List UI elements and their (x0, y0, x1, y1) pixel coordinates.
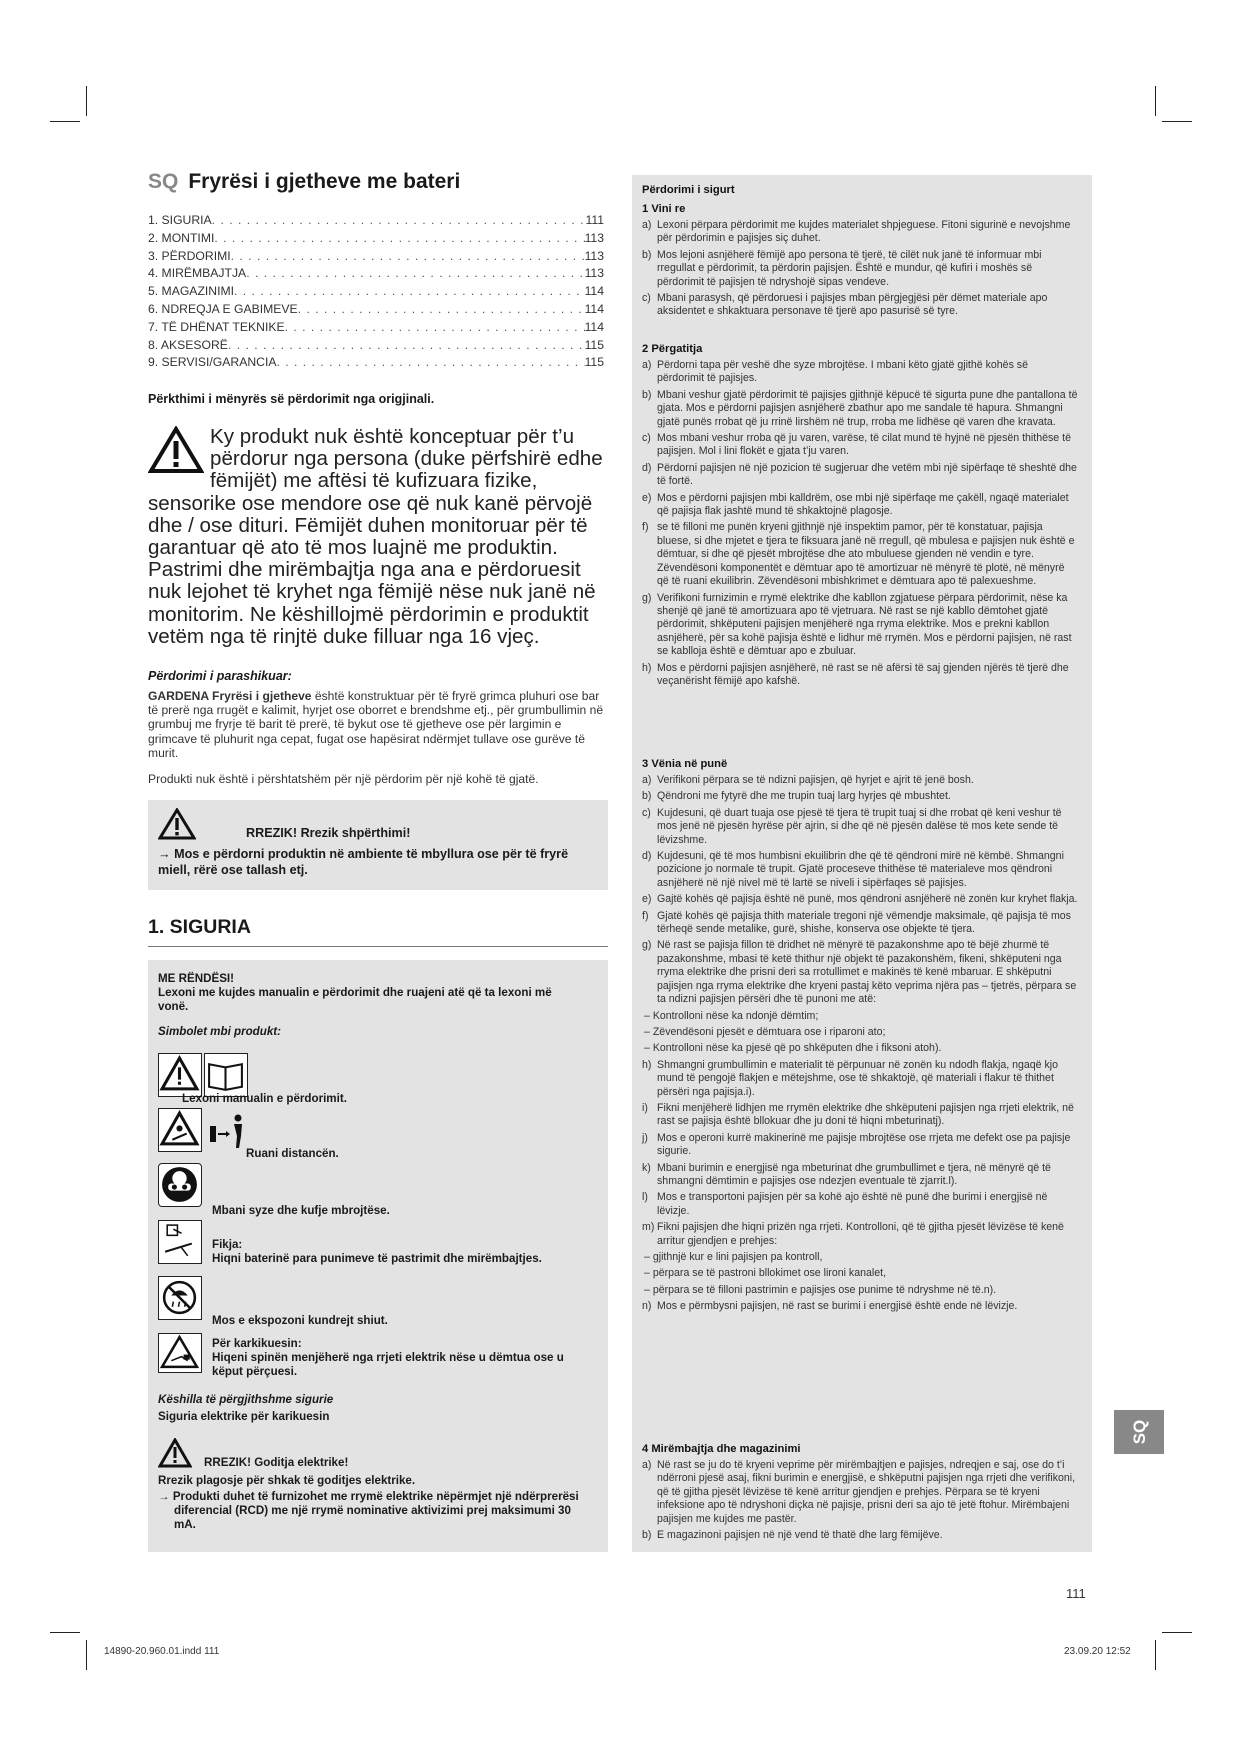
explosion-danger-text-body: Mos e përdorni produktin në ambiente të mbyllura ose për të fryrë miell, rërë ose tallash etj. (158, 847, 569, 877)
item-text: Lexoni përpara përdorimit me kujdes materialet shpjeguese. Fitoni sigurinë e nevojshme për përdorimin e pajisjes siç duhet. (657, 219, 1071, 245)
item-key: e) (642, 893, 652, 906)
symbol-text-distance: Ruani distancën. (246, 1147, 339, 1160)
item-text: Në rast se ju do të kryeni veprime për mirëmbajtjen e pajisjes, ndreqjen e saj, ose do t’i ndërroni pjesë asaj, fikni burimin e energjisë, e shkëputni pajisjen nga rrjeti dhe verifikoni, që të gjitha pjesët lëvizëse të kenë arritur gjendjen e prehjes. Përpara se të kryeni infeksione apo të ndryshoni diçka në pajisje, prisni deri sa ajo të jetë ftohur. Mirëmbajeni pajisjen me kujdes me pastër. (657, 1459, 1076, 1525)
toc-entry (148, 230, 604, 248)
item-text: Mos e transportoni pajisjen për sa kohë ajo është në punë dhe burimi i energjisë në lëvizje. (657, 1191, 1048, 1217)
item-key: g) (642, 939, 652, 952)
list-item (642, 1191, 1078, 1218)
toc-dots (212, 212, 586, 230)
list-item (642, 910, 1078, 937)
list-item (642, 462, 1078, 489)
footer-date: 23.09.20 12:52 (1064, 1646, 1131, 1657)
crop-mark (50, 1632, 80, 1633)
crop-mark (1155, 86, 1156, 116)
item-text: Kujdesuni, që të mos humbisni ekuilibrin dhe që të qëndroni mirë në këmbë. Shmangni pozicione jo normale të trupit. Gjatë proceseve thithëse të materialeve mos qëndroni asnjëherë në një nivel më të lartë se niveli i sipërfaqes së pajisjes. (657, 850, 1064, 889)
language-tab-label: SQ (1130, 1419, 1149, 1445)
toc-label: 8. AKSESORË (148, 337, 228, 352)
toc-dots (298, 301, 585, 319)
s3-heading: 3 Vënia në punë (642, 758, 728, 770)
electric-danger-text: → Produkti duhet të furnizohet me rrymë elektrike nëpërmjet një ndërprerësi diferencial (RCD) me një rrymë nominative aktivizimi prej maksimumi 30 mA. (158, 1490, 579, 1531)
list-item (642, 292, 1078, 319)
read-manual-icon (204, 1053, 248, 1097)
footer-file: 14890-20.960.01.indd 111 (104, 1646, 220, 1657)
brand-name: GARDENA Fryrësi i gjetheve (148, 689, 312, 703)
crop-mark (50, 121, 80, 122)
toc-label: 3. PËRDORIMI (148, 248, 231, 263)
section-divider (148, 946, 608, 947)
item-text: Mbani burimin e energjisë nga mbeturinat dhe grumbullimet e tjera, në mënyrë që të shmangni dëmtimin e pajisjes ose ndezjen eventuale të zjarrit.l). (657, 1161, 1051, 1187)
important-text: Lexoni me kujdes manualin e përdorimit dhe ruajeni atë që ta lexoni më vonë. (158, 986, 552, 1013)
item-key: h) (642, 1058, 652, 1071)
warning-thrown-objects-icon (158, 1108, 202, 1152)
power-off-title: Fikja: (212, 1238, 243, 1251)
crop-mark (86, 1640, 87, 1670)
list-item (642, 1529, 1078, 1542)
dash-item: – përpara se të filloni pastrimin e pajisjes ose punime të ndryshme në të.n). (644, 1283, 997, 1296)
item-key: c) (642, 292, 651, 305)
intended-use-heading: Përdorimi i parashikuar: (148, 669, 292, 683)
dash-item: – gjithnjë kur e lini pajisjen pa kontroll, (644, 1251, 823, 1263)
list-item (642, 662, 1078, 689)
toc-page: 113 (584, 248, 604, 263)
explosion-danger-title: RREZIK! Rrezik shpërthimi! (246, 826, 411, 840)
toc-label: 2. MONTIMI (148, 230, 215, 245)
translation-note: Përkthimi i mënyrës së përdorimit nga origjinali. (148, 392, 435, 406)
s4-list (642, 1459, 1078, 1545)
list-item (642, 893, 1078, 906)
item-text: Mos mbani veshur rroba që ju varen, varëse, të cilat mund të hyjnë në pjesën thithëse të pajisjen. Mol i lini flokët e gjata t’ju varen. (657, 432, 1071, 458)
s2-list (642, 359, 1078, 691)
warning-symbol-icon (158, 1053, 202, 1097)
item-key: d) (642, 461, 652, 474)
toc-dots (276, 354, 584, 372)
toc-page: 114 (584, 284, 604, 299)
list-item (642, 850, 1078, 890)
s3-list (642, 774, 1078, 1317)
item-key: h) (642, 661, 652, 674)
toc-page: 114 (584, 301, 604, 316)
list-item (642, 939, 1078, 1006)
general-safety-heading: Këshilla të përgjithshme sigurie (158, 1393, 334, 1406)
item-text: Verifikoni furnizimin e rrymë elektrike dhe kabllon zgjatuese përpara përdorimit, nëse ka shenjë që janë të amortizuara apo të vjetruara. Në rast se një kabllo dëmtohet gjatë përdorimit, shkëputeni pajisjen menjëherë nga rryma elektrike. Mos e prekni kabllon asnjëherë, për sa kohë pajisja është e lidhur më rrymën. Mos e përdorni pajisjen, në rast se kablloja është e dëmtuar apo e zbuluar. (657, 591, 1072, 658)
list-item (642, 1300, 1078, 1313)
children-warning-text: Ky produkt nuk është konceptuar për t’u përdorur nga persona (duke përfshirë edhe fëmijët) me aftësi të kufizuara fizike, sensorike ose mendore ose që nuk kanë përvojë dhe / ose dituri. Fëmijët duhen monitoruar për të garantuar që ato të mos luajnë me produktin. Pastrimi dhe mirëmbajtja nga ana e përdoruesit nuk lejohet të kryhet nga fëmijë nëse nuk janë në monitorim. Ne këshillojmë përdorimin e produktit vetëm nga të rinjtë duke filluar nga 16 vjeç. (148, 425, 603, 648)
dash-item: – Zëvendësoni pjesët e dëmtuara ose i riparoni ato; (644, 1025, 886, 1038)
toc-entry (148, 301, 604, 319)
list-item (642, 1162, 1078, 1189)
language-tab (1114, 1410, 1164, 1454)
not-suitable-note: Produkti nuk është i përshtatshëm për një përdorim për një kohë të gjatë. (148, 772, 539, 786)
item-text: Mbani veshur gjatë përdorimit të pajisjes gjithnjë këpucë të sigurta pune dhe pantallona të gjata. Mos e përdorni pajisjen asnjëherë zbathur apo me sandale të hapura. Shmangni gjatë punës rrobat që ju rrinë lirshëm në trup, rroba me lidhëse që varen dhe kravata. (657, 388, 1078, 428)
charger-warning-icon (158, 1333, 202, 1373)
explosion-danger-text: → Mos e përdorni produktin në ambiente të mbyllura ose për të fryrë miell, rërë ose tallash etj. (158, 847, 569, 877)
item-text: Mbani parasysh, që përdoruesi i pajisjes mban përgjegjësi për dëmet materiale apo aksidentet e shkaktuara personave të tjerë apo pasurisë së tyre. (657, 292, 1048, 318)
charger-title: Për karkikuesin: (212, 1337, 302, 1350)
s1-list (642, 219, 1078, 322)
toc-label: 7. TË DHËNAT TEKNIKE (148, 319, 285, 334)
item-key: n) (642, 1300, 652, 1313)
dash-item: – Kontrolloni nëse ka ndonjë dëmtim; (644, 1009, 819, 1022)
item-key: d) (642, 850, 652, 863)
crop-mark (1155, 1640, 1156, 1670)
toc-page: 111 (585, 213, 604, 227)
item-key: i) (642, 1101, 648, 1114)
item-text: Gajtë kohës që pajisja është në punë, mos qëndroni asnjëherë në zonën kur kryhet flakja. (657, 893, 1078, 906)
dash-item: – përpara se të pastroni bllokimet ose lironi kanalet, (644, 1267, 887, 1280)
toc-dots (285, 319, 585, 337)
power-off-text: Hiqni baterinë para punimeve të pastrimit dhe mirëmbajtjes. (212, 1252, 542, 1265)
item-key: g) (642, 591, 652, 604)
crop-mark (86, 86, 87, 116)
list-item (642, 492, 1078, 519)
warning-triangle-icon (158, 1438, 192, 1468)
list-item (642, 1132, 1078, 1159)
item-text: Gjatë kohës që pajisja thith materiale tregoni një vëmendje maksimale, që pajisja të mos tërheqë sende metalike, gurë, shishe, konserva ose objekte të tjera. (657, 909, 1071, 936)
toc-page: 113 (584, 230, 604, 245)
children-warning (148, 426, 618, 648)
item-text: Në rast se pajisja fillon të dridhet në mënyrë të pazakonshme apo të bëjë zhurmë të pazakonshme, mbasi të ketë thithur një objekt të pazakonshëm, fikeni, shkëputeni nga rryma elektrike dhe prisni deri sa rrotullimet e makinës të kenë mbaruar. E shkëputni pajisjen nga rryma elektrike dhe kryeni pastaj këto veprima njëra pas – tjetrës, përpara se ta ndizni pajisjen përsëri dhe të punoni me atë: (657, 939, 1077, 1006)
intended-use-body: është konstruktuar për të fryrë grimca pluhuri ose bar të prerë nga rrugët e kalimit, hyrjet ose oborret e brendshme etj., për grumbullimin në grumbuj me fryrje të barit të prerë, të bykut ose të gjetheve ose për largimin e grimcave të pluhurit nga cepat, fugat ose hapësirat ndërmjet tullave ose gurëve të murit. (148, 689, 604, 760)
item-text: Mos e përdorni pajisjen mbi kalldrëm, ose mbi një sipërfaqe me çakëll, ngaqë materialet që pajisja flak jashtë mund të shkaktojnë plagosje. (657, 491, 1069, 518)
item-text: Përdorni pajisjen në një pozicion të sugjeruar dhe vetëm mbi një sipërfaqe të sheshtë dhe të fortë. (657, 461, 1077, 488)
item-key: a) (642, 219, 652, 231)
list-item (642, 359, 1078, 386)
list-item (642, 521, 1078, 588)
item-key: b) (642, 790, 652, 803)
safe-use-box (632, 175, 1092, 1552)
list-item (642, 1459, 1078, 1526)
crop-mark (1162, 121, 1192, 122)
list-item (642, 592, 1078, 659)
toc-entry (148, 283, 604, 301)
item-text: Verifikoni përpara se të ndizni pajisjen, që hyrjet e ajrit të jenë bosh. (657, 774, 974, 786)
item-key: b) (642, 248, 652, 261)
s1-heading: 1 Vini re (642, 203, 686, 215)
explosion-danger-box (148, 800, 608, 890)
symbols-heading: Simbolet mbi produkt: (158, 1025, 282, 1038)
item-text: Fikni pajisjen dhe hiqni prizën nga rrjeti. Kontrolloni, që të gjitha pjesët lëvizëse të kenë arritur gjendjen e prehjes: (657, 1221, 1064, 1247)
toc-entry (148, 265, 604, 283)
list-item (642, 774, 1078, 787)
symbol-text-manual: Lexoni manualin e përdorimit. (182, 1092, 347, 1105)
s2-heading: 2 Përgatitja (642, 343, 703, 355)
item-key: e) (642, 491, 652, 504)
item-text: Përdorni tapa për veshë dhe syze mbrojtëse. I mbani këto gjatë gjithë kohës së përdorimit të pajisjes. (657, 359, 1028, 385)
item-text: Mos lejoni asnjëherë fëmijë apo persona të tjerë, të cilët nuk janë të informuar mbi rregullat e përdorimit, ta përdorin pajisjen. Është e mundur, që kufiri i moshës së përdorimit të pajisjen të ndryshojë sipas vendeve. (657, 248, 1042, 288)
toc-label: 6. NDREQJA E GABIMEVE (148, 301, 298, 316)
rain-text: Mos e ekspozoni kundrejt shiut. (212, 1314, 388, 1327)
toc-dots (234, 283, 585, 301)
toc-page: 115 (584, 355, 604, 370)
item-text: Fikni menjëherë lidhjen me rrymën elektrike dhe shkëputeni pajisjen nga rrjeti elektrik, në rast se pajisja është bllokuar dhe ju doni të hiqni mbeturinatj). (657, 1101, 1074, 1128)
item-text: Qëndroni me fytyrë dhe me trupin tuaj larg hyrjes që mbushtet. (657, 790, 951, 803)
language-code: SQ (148, 170, 179, 193)
list-item (642, 432, 1078, 459)
item-key: m) (642, 1221, 655, 1234)
toc-label: 9. SERVISI/GARANCIA (148, 355, 277, 370)
list-item (642, 389, 1078, 429)
electric-danger-text-body: Produkti duhet të furnizohet me rrymë elektrike nëpërmjet një ndërprerësi diferencial (RCD) me një rrymë nominative aktivizimi prej maksimumi 30 mA. (172, 1490, 579, 1531)
page-title (148, 170, 460, 194)
warning-triangle-icon (158, 808, 196, 840)
keep-distance-icon (208, 1110, 248, 1150)
toc-dots (214, 230, 584, 248)
electric-danger-sub: Rrezik plagosje për shkak të goditjes elektrike. (158, 1474, 416, 1487)
item-key: c) (642, 432, 651, 445)
list-item (642, 807, 1078, 847)
item-text: Mos e operoni kurrë makinerinë me pajisje mbrojtëse ose rrjeta me defekt ose pa pajisje sigurie. (657, 1131, 1071, 1158)
item-key: l) (642, 1191, 648, 1204)
toc-entry (148, 354, 604, 372)
item-key: b) (642, 1529, 652, 1542)
item-key: a) (642, 774, 652, 786)
warning-triangle-icon (148, 426, 204, 474)
list-item (642, 1102, 1078, 1129)
charger-text: Hiqeni spinën menjëherë nga rrjeti elektrik nëse u dëmtua ose u këput përçuesi. (212, 1351, 564, 1378)
electric-danger-title: RREZIK! Goditja elektrike! (204, 1456, 349, 1469)
toc-label: 4. MIRËMBAJTJA (148, 266, 247, 281)
item-text: Kujdesuni, që duart tuaja ose pjesë të tjera të trupit tuaj si dhe rrobat që keni veshur të mos jenë në pjesën hyrëse për ajrin, si dhe që në pjesën dalëse të mos kete sende të lëvizshme. (657, 806, 1062, 846)
list-item (642, 1059, 1078, 1099)
toc-label: 1. SIGURIA (148, 213, 212, 227)
item-key: k) (642, 1161, 651, 1174)
toc-dots (231, 248, 585, 266)
goggles-ear-icon (158, 1163, 202, 1207)
item-key: c) (642, 806, 651, 819)
crop-mark (1162, 1632, 1192, 1633)
symbol-text-goggles: Mbani syze dhe kufje mbrojtëse. (212, 1204, 390, 1217)
title-text: Fryrësi i gjetheve me bateri (188, 170, 461, 193)
toc-label: 5. MAGAZINIMI (148, 284, 234, 299)
toc-page: 114 (584, 319, 604, 334)
toc-entry (148, 337, 604, 355)
s4-heading: 4 Mirëmbajtja dhe magazinimi (642, 1443, 801, 1455)
no-rain-icon (158, 1276, 202, 1320)
page-number: 111 (1066, 1586, 1086, 1601)
toc-dots (246, 265, 584, 283)
toc-entry (148, 248, 604, 266)
item-text: Mos e përmbysni pajisjen, në rast se burimi i energjisë është ende në lëvizje. (657, 1300, 1018, 1313)
safety-box (148, 960, 608, 1552)
list-item (642, 790, 1078, 803)
item-key: a) (642, 359, 652, 371)
toc-dots (228, 337, 585, 355)
section-heading-safety: 1. SIGURIA (148, 916, 251, 938)
toc-entry (148, 212, 604, 230)
item-key: j) (642, 1131, 648, 1144)
safe-use-heading: Përdorimi i sigurt (642, 184, 735, 196)
item-text: se të filloni me punën kryeni gjithnjë një inspektim pamor, për të konstatuar, pajisja bluese, si dhe mjetet e tjera te fiksuara janë në rregull, që mbulesa e pajisjen nuk është e dëmtuar, si dhe që pjesët mbrojtëse dhe ato mbuluese gjenden në vendin e tyre. Zëvendësoni komponentët e dëmtuar apo të amortizuar në mënyrë të plotë, në mënyrë që të ruani ekuilibrin. Zëvendësoni mbishkrimet e dëmtuara apo të palexueshme. (657, 521, 1075, 588)
toc-entry (148, 319, 604, 337)
table-of-contents (148, 212, 604, 372)
item-key: a) (642, 1459, 652, 1471)
toc-page: 113 (584, 266, 604, 281)
important-label: ME RËNDËSI! (158, 972, 235, 985)
battery-removal-icon (158, 1220, 202, 1264)
item-text: Mos e përdorni pajisjen asnjëherë, në rast se në afërsi të saj gjenden njërës të tjerë dhe veçanërisht fëmijë apo kafshë. (657, 661, 1069, 687)
electric-safety-heading: Siguria elektrike për karikuesin (158, 1410, 330, 1423)
item-key: b) (642, 388, 652, 401)
intended-use-text (148, 689, 610, 760)
toc-page: 115 (584, 337, 604, 352)
item-text: Shmangni grumbullimin e materialit të përpunuar në zonën ku ndodh flakja, ngaqë kjo mund të pengojë flakjen e mëtejshme, ose të shkaktojë, që materiali i flakur të thithet përsëri nga pajisja.i). (657, 1058, 1059, 1098)
list-item (642, 1221, 1078, 1248)
list-item (642, 249, 1078, 289)
dash-item: – Kontrolloni nëse ka pjesë që po shkëputen dhe i fiksoni atoh). (644, 1042, 942, 1055)
list-item (642, 219, 1078, 246)
item-text: E magazinoni pajisjen në një vend të thatë dhe larg fëmijëve. (657, 1529, 943, 1542)
item-key: f) (642, 521, 649, 534)
item-key: f) (642, 909, 649, 922)
